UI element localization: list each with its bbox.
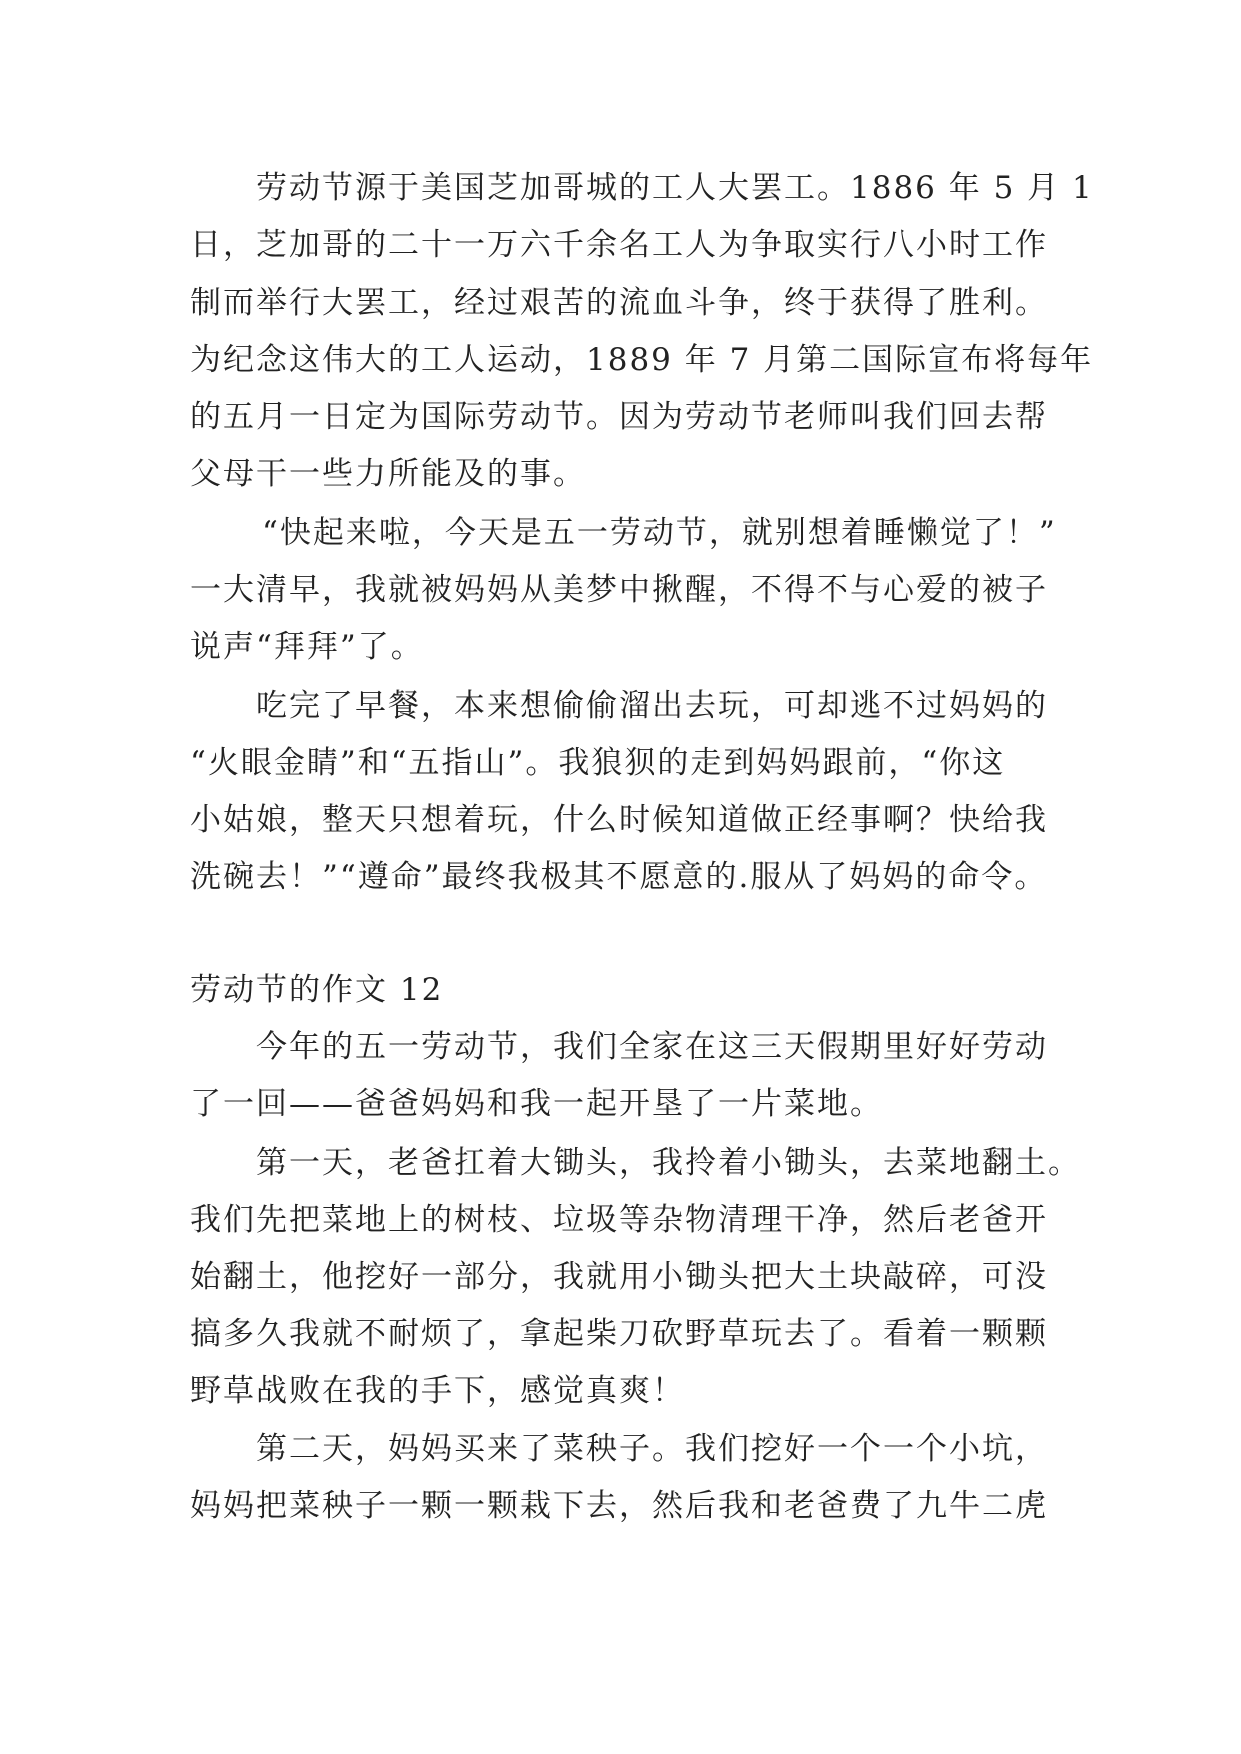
paragraph-line: 了一回——爸爸妈妈和我一起开垦了一片菜地。 (190, 1086, 883, 1122)
paragraph-line: 小姑娘，整天只想着玩，什么时候知道做正经事啊？快给我 (190, 802, 1048, 838)
paragraph-line: “火眼金睛”和“五指山”。我狼狈的走到妈妈跟前，“你这 (190, 745, 1006, 781)
paragraph-line: 今年的五一劳动节，我们全家在这三天假期里好好劳动 (256, 1029, 1048, 1065)
section-heading: 劳动节的作文 12 (190, 972, 444, 1008)
paragraph-line: 说声“拜拜”了。 (190, 629, 424, 665)
paragraph-line: 的五月一日定为国际劳动节。因为劳动节老师叫我们回去帮 (190, 399, 1048, 435)
paragraph-line: 第一天，老爸扛着大锄头，我拎着小锄头，去菜地翻土。 (256, 1145, 1081, 1181)
paragraph-line: 吃完了早餐，本来想偷偷溜出去玩，可却逃不过妈妈的 (256, 688, 1048, 724)
paragraph-line: 第二天，妈妈买来了菜秧子。我们挖好一个一个小坑， (256, 1431, 1048, 1467)
paragraph-line: 洗碗去！”“遵命”最终我极其不愿意的.服从了妈妈的命令。 (190, 859, 1048, 895)
paragraph-line: 搞多久我就不耐烦了，拿起柴刀砍野草玩去了。看着一颗颗 (190, 1316, 1048, 1352)
paragraph-line: 日，芝加哥的二十一万六千余名工人为争取实行八小时工作 (190, 227, 1048, 263)
paragraph-line: 我们先把菜地上的树枝、垃圾等杂物清理干净，然后老爸开 (190, 1202, 1048, 1238)
paragraph-line: 始翻土，他挖好一部分，我就用小锄头把大土块敲碎，可没 (190, 1259, 1048, 1295)
paragraph-line: 野草战败在我的手下，感觉真爽！ (190, 1373, 685, 1409)
paragraph-line: “快起来啦，今天是五一劳动节，就别想着睡懒觉了！” (262, 515, 1057, 551)
paragraph-line: 制而举行大罢工，经过艰苦的流血斗争，终于获得了胜利。 (190, 285, 1048, 321)
paragraph-line: 劳动节源于美国芝加哥城的工人大罢工。1886 年 5 月 1 (256, 170, 1094, 206)
paragraph-line: 妈妈把菜秧子一颗一颗栽下去，然后我和老爸费了九牛二虎 (190, 1488, 1048, 1524)
paragraph-line: 为纪念这伟大的工人运动，1889 年 7 月第二国际宣布将每年 (190, 342, 1094, 378)
paragraph-line: 一大清早，我就被妈妈从美梦中揪醒，不得不与心爱的被子 (190, 572, 1048, 608)
paragraph-line: 父母干一些力所能及的事。 (190, 456, 586, 492)
